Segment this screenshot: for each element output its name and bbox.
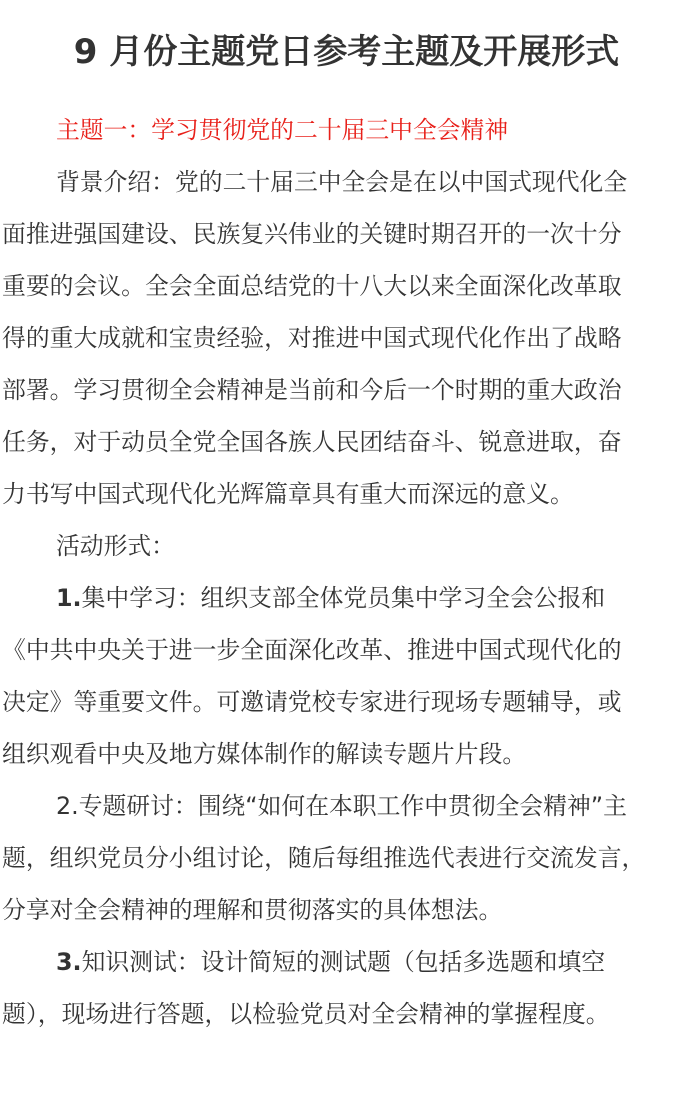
text-line: 部署。学习贯彻全会精神是当前和今后一个时期的重大政治 xyxy=(2,376,622,404)
text-line: 力书写中国式现代化光辉篇章具有重大而深远的意义。 xyxy=(2,480,574,508)
activity-label: 活动形式： xyxy=(56,532,175,560)
item-number: 3. xyxy=(56,948,82,976)
text-line: 决定》等重要文件。可邀请党校专家进行现场专题辅导，或 xyxy=(2,688,622,716)
page-title: 9 月份主题党日参考主题及开展形式 xyxy=(73,32,620,72)
item-text: 专题研讨：围绕“如何在本职工作中贯彻全会精神”主 xyxy=(78,792,627,820)
item-number: 2. xyxy=(56,792,79,820)
document-body xyxy=(2,104,693,1040)
background-paragraph xyxy=(2,156,693,520)
text-line: 得的重大成就和宝贵经验，对推进中国式现代化作出了战略 xyxy=(2,324,622,352)
item-text: 知识测试：设计简短的测试题（包括多选题和填空 xyxy=(81,948,606,976)
text-line xyxy=(2,780,693,832)
item-text: 集中学习：组织支部全体党员集中学习全会公报和 xyxy=(81,584,606,612)
text-line: 分享对全会精神的理解和贯彻落实的具体想法。 xyxy=(2,896,503,924)
text-line: 任务，对于动员全党全国各族人民团结奋斗、锐意进取，奋 xyxy=(2,428,622,456)
activity-item-3 xyxy=(2,936,693,1040)
text-line: 题），现场进行答题，以检验党员对全会精神的掌握程度。 xyxy=(2,1000,610,1028)
text-line xyxy=(2,936,693,988)
theme-heading: 主题一：学习贯彻党的二十届三中全会精神 xyxy=(56,116,509,144)
text-line: 《中共中央关于进一步全面深化改革、推进中国式现代化的 xyxy=(2,636,622,664)
text-line xyxy=(2,572,693,624)
text-line: 组织观看中央及地方媒体制作的解读专题片片段。 xyxy=(2,740,527,768)
text-line: 重要的会议。全会全面总结党的十八大以来全面深化改革取 xyxy=(2,272,622,300)
text-line: 题，组织党员分小组讨论，随后每组推选代表进行交流发言， xyxy=(2,844,646,872)
text-line: 背景介绍：党的二十届三中全会是在以中国式现代化全 xyxy=(56,168,628,196)
activity-item-1 xyxy=(2,572,693,780)
item-number: 1. xyxy=(56,584,82,612)
activity-item-2 xyxy=(2,780,693,936)
text-line: 面推进强国建设、民族复兴伟业的关键时期召开的一次十分 xyxy=(2,220,622,248)
